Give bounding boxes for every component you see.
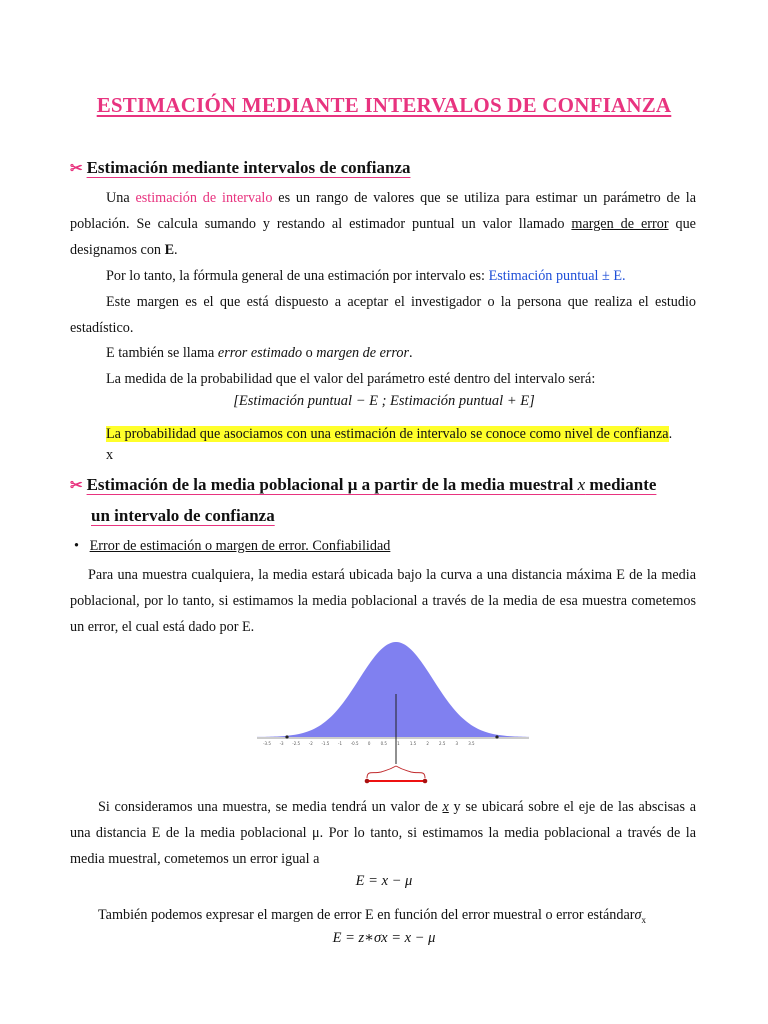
tick-labels bbox=[263, 741, 475, 746]
tick-label: 2 bbox=[426, 741, 429, 746]
paragraph-confidence-level: La probabilidad que asociamos con una estimación de intervalo se conoce como nivel de confianza. bbox=[106, 426, 673, 442]
interval-left-end bbox=[365, 779, 370, 784]
tick-label: -0.5 bbox=[350, 741, 359, 746]
section-heading-2-line2: un intervalo de confianza bbox=[91, 506, 275, 525]
term-interval-estimation: estimación de intervalo bbox=[135, 190, 273, 206]
tick-label: -2 bbox=[308, 741, 313, 746]
interval-formula: [Estimación puntual − E ; Estimación puntual + E] bbox=[233, 393, 535, 409]
section-heading-2: ✂ Estimación de la media poblacional μ a partir de la media muestral x mediante bbox=[70, 475, 657, 494]
normal-distribution-figure bbox=[255, 636, 531, 788]
paragraph-probability-measure: La medida de la probabilidad que el valor del parámetro esté dentro del intervalo será: bbox=[106, 371, 596, 387]
tick-label: -1 bbox=[338, 741, 342, 746]
paragraph-e-names: E también se llama error estimado o margen de error. bbox=[106, 345, 413, 361]
tick-label: -3.5 bbox=[263, 741, 271, 746]
tick-label: 0.5 bbox=[380, 741, 387, 746]
tick-label: 1 bbox=[397, 741, 400, 746]
paragraph-sample-value: Si consideramos una muestra, se media tendrá un valor de x y se ubicará sobre el eje de las abscisas a una distancia E de la media poblacional μ. Por lo tanto, si estimamos la media poblacional a través de la media muestral, cometemos un error igual a bbox=[70, 799, 696, 867]
section-heading-1: ✂ Estimación mediante intervalos de confianza bbox=[70, 158, 411, 177]
error-formula: E = x − μ bbox=[355, 873, 413, 889]
paragraph-interval-definition: Una estimación de intervalo es un rango de valores que se utiliza para estimar un parámetro de la población. Se calcula sumando y restando al estimador puntual un valor llamado margen de error que designamos con E. bbox=[70, 190, 697, 258]
right-brace bbox=[396, 766, 425, 778]
stray-character: x bbox=[106, 447, 114, 463]
tick-label: -3 bbox=[279, 741, 284, 746]
bullet-item: • Error de estimación o margen de error. Confiabilidad bbox=[74, 538, 391, 554]
paragraph-general-formula: Por lo tanto, la fórmula general de una estimación por intervalo es: Estimación puntual ± E. bbox=[106, 268, 626, 284]
paragraph-margin-acceptance: Este margen es el que está dispuesto a aceptar el investigador o la persona que realiza el estudio estadístico. bbox=[70, 294, 696, 336]
tick-label: -2.5 bbox=[292, 741, 301, 746]
left-brace bbox=[367, 766, 396, 778]
point-estimate-formula: Estimación puntual ± E. bbox=[488, 268, 626, 284]
tick-label: 3 bbox=[455, 741, 459, 746]
interval-right-end bbox=[423, 779, 428, 784]
normal-curve-area bbox=[257, 642, 529, 737]
tick-label: 2.5 bbox=[439, 741, 446, 746]
right-tail-point bbox=[495, 735, 498, 738]
tick-label: 0 bbox=[367, 741, 371, 746]
term-margin-of-error: margen de error bbox=[571, 216, 669, 232]
paragraph-standard-error: También podemos expresar el margen de error E en función del error muestral o error estándarσ$_x$ bbox=[98, 907, 646, 925]
highlighted-definition: La probabilidad que asociamos con una estimación de intervalo se conoce como nivel de confianza bbox=[106, 426, 669, 442]
standard-error-formula: E = z∗σx = x − μ bbox=[332, 930, 436, 946]
bullet-dot-icon: • bbox=[74, 538, 79, 554]
left-tail-point bbox=[285, 735, 288, 738]
tick-label: -1.5 bbox=[321, 741, 330, 746]
scissors-bullet-icon: ✂ bbox=[70, 478, 83, 494]
paragraph-sample-mean-error: Para una muestra cualquiera, la media estará ubicada bajo la curva a una distancia máxima E de la media poblacional, por lo tanto, si estimamos la media poblacional a través de la media de esa muestra cometemos un error, el cual está dado por E. bbox=[70, 567, 696, 635]
scissors-bullet-icon: ✂ bbox=[70, 161, 83, 177]
tick-label: 3.5 bbox=[468, 741, 475, 746]
tick-label: 1.5 bbox=[409, 741, 417, 746]
page-title: ESTIMACIÓN MEDIANTE INTERVALOS DE CONFIANZA bbox=[96, 93, 672, 117]
